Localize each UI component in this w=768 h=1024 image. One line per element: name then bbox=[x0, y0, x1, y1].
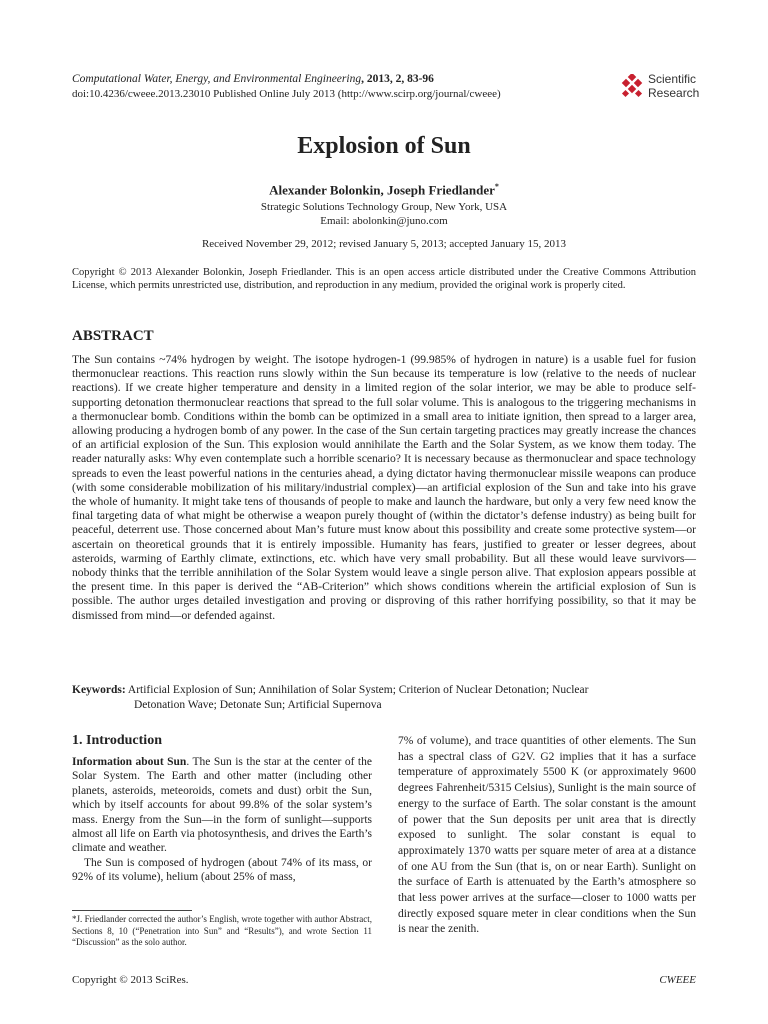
copyright-notice: Copyright © 2013 Alexander Bolonkin, Joseph Friedlander. This is an open access article distributed under the Creative Commons Attribution License, which permits unrestricted use, distribution, and reproduction in any medium, provided the original work is properly cited. bbox=[72, 267, 696, 291]
keywords-line-1: Artificial Explosion of Sun; Annihilation of Solar System; Criterion of Nuclear Detonation; Nuclear bbox=[125, 684, 589, 696]
abstract-heading: ABSTRACT bbox=[72, 328, 154, 344]
logo-line-2: Research bbox=[648, 86, 700, 100]
email[interactable]: Email: abolonkin@juno.com bbox=[320, 215, 448, 227]
logo-line-1: Scientific bbox=[648, 72, 697, 86]
footer-journal: CWEEE bbox=[659, 974, 696, 986]
intro-right-column: 7% of volume), and trace quantities of other elements. The Sun has a spectral class of G2V. G2 implies that it has a surface temperature of approximately 5500 K (or approximately 9600 degrees Fahrenheit/5315 Celsius), Sunlight is the main source of energy to the surface of Earth. The solar constant is the amount of power that the Sun deposits per unit area that is directly exposed to sunlight. The solar constant is equal to approximately 1370 watts per square meter of area at a distance of one AU from the Sun (that is, on or near Earth). Sunlight on the surface of Earth is attenuated by the Earth’s atmosphere so that less power arrives at the surface—closer to 1000 watts per directly exposed square meter in clear conditions when the Sun is near the zenith. bbox=[398, 735, 696, 936]
keywords bbox=[72, 683, 696, 712]
journal-name: Computational Water, Energy, and Environmental Engineering bbox=[72, 73, 362, 85]
keywords-label: Keywords: bbox=[72, 684, 126, 696]
intro-paragraph-1 bbox=[72, 755, 372, 856]
intro-heading: 1. Introduction bbox=[72, 733, 162, 748]
journal-citation bbox=[72, 72, 434, 87]
footnote-divider bbox=[72, 910, 192, 911]
author-footnote-mark: * bbox=[494, 182, 499, 191]
footer-copyright: Copyright © 2013 SciRes. bbox=[72, 974, 189, 986]
intro-paragraph-2: The Sun is composed of hydrogen (about 74% of its mass, or 92% of its volume), helium (about 25% of mass, bbox=[72, 856, 372, 884]
publisher-logo-icon bbox=[620, 74, 644, 98]
intro-lead: Information about Sun bbox=[72, 756, 187, 768]
intro-left-column bbox=[72, 755, 372, 885]
affiliation: Strategic Solutions Technology Group, New York, USA bbox=[260, 201, 508, 213]
paper-title: Explosion of Sun bbox=[297, 133, 471, 159]
logo-text bbox=[648, 72, 699, 100]
abstract-text: The Sun contains ~74% hydrogen by weight. The isotope hydrogen-1 (99.985% of hydrogen in nature) is a usable fuel for fusion thermonuclear reactions. This reaction runs slowly within the Sun because its temperature is low (relative to the needs of nuclear reactions). If we create higher temperature and density in a limited region of the solar interior, we may be able to produce self-supporting detonation thermonuclear reactions that spread to the full solar volume. This is analogous to the triggering mechanisms in a thermonuclear bomb. Conditions within the bomb can be optimized in a small area to initiate ignition, then spread to a larger area, allowing producing a hydrogen bomb of any power. In the case of the Sun certain targeting practices may greatly increase the chances of an artificial explosion of the Sun. This explosion would annihilate the Earth and the Solar System, as we know them today. The reader naturally asks: Why even contemplate such a horrible scenario? It is necessary because as thermonuclear and space technology spreads to even the least powerful nations in the centuries ahead, a dying dictator having thermonuclear missile weapons can produce (with some considerable mobilization of his military/industrial complex)—an artificial explosion of the Sun and take into his grave the whole of humanity. It might take tens of thousands of people to make and launch the hardware, but only a very few need know the final targeting data of what might be otherwise a weapon purely thought of (within the dictator’s defense industry) as being built for peaceful, deterrent use. Those concerned about Man’s future must know about this possibility and create some protective system—or ascertain on theoretical grounds that it is entirely impossible. Humanity has fears, justified to greater or lesser degrees, about asteroids, warming of Earthly climate, extinctions, etc. which have very small probability. But all these would leave survivors—nobody thinks that the terrible annihilation of the Solar System would leave a single person alive. That explosion appears possible at the present time. In this paper is derived the “AB-Criterion” which shows conditions wherein the artificial explosion of Sun is possible. The author urges detailed investigation and proving or disproving of this rather horrifying possibility, so that it may be dismissed from mind—or defended against. bbox=[72, 353, 696, 622]
received-dates: Received November 29, 2012; revised January 5, 2013; accepted January 15, 2013 bbox=[201, 238, 567, 250]
footnote: *J. Friedlander corrected the author’s English, wrote together with author Abstract, Sections 8, 10 (“Penetration into Sun” and “Results”), and wrote Section 11 “Discussion” as the solo author. bbox=[72, 914, 372, 947]
affiliation-block bbox=[0, 200, 768, 228]
keywords-line-2: Detonation Wave; Detonate Sun; Artificial Supernova bbox=[134, 698, 382, 711]
intro-p1-text: . The Sun is the star at the center of the Solar System. The Earth and other matter (including other planets, asteroids, meteoroids, comets and dust) orbit the Sun, which by itself accounts for about 99.8% of the solar system’s mass. Energy from the Sun—in the form of sunlight—supports almost all life on Earth via photosynthesis, and drives the Earth’s climate and weather. bbox=[72, 756, 372, 855]
journal-issue: , 2013, 2, 83-96 bbox=[361, 73, 434, 85]
doi-line[interactable]: doi:10.4236/cweee.2013.23010 Published Online July 2013 (http://www.scirp.org/journal/cweee) bbox=[72, 88, 501, 100]
scientific-research-logo bbox=[620, 72, 710, 102]
authors bbox=[0, 182, 768, 198]
author-names: Alexander Bolonkin, Joseph Friedlander bbox=[269, 182, 495, 198]
